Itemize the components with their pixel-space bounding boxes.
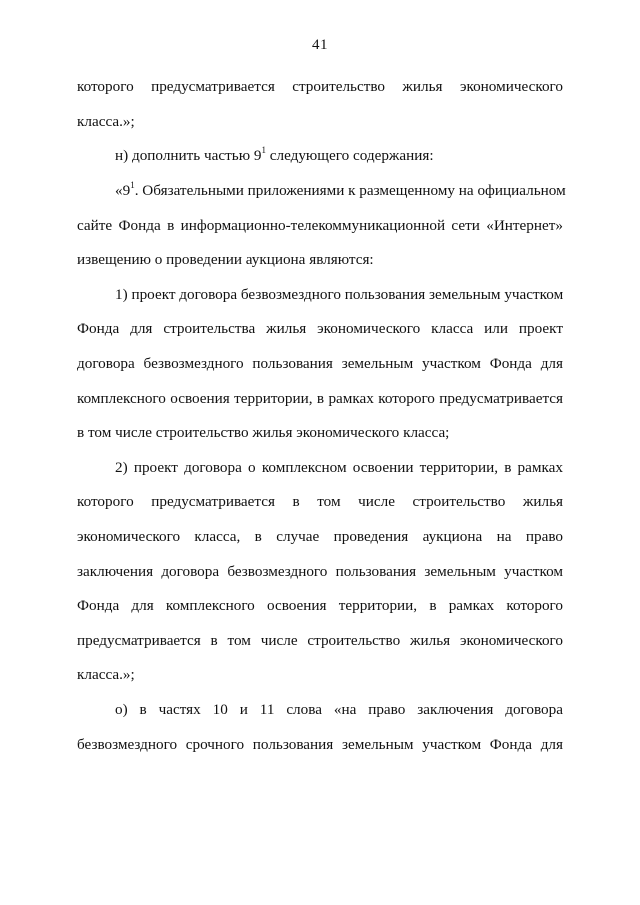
body-line-text: . Обязательными приложениями к размещенному на официальном: [134, 182, 566, 199]
body-line: класса.»;: [77, 666, 135, 683]
body-line: класса.»;: [77, 113, 135, 130]
body-line: Фонда для комплексного освоения территории, в рамках которого: [77, 597, 563, 614]
body-line: безвозмездного срочного пользования земельным участком Фонда для: [77, 736, 563, 753]
body-line: экономического класса, в случае проведения аукциона на право: [77, 528, 563, 545]
body-line: извещению о проведении аукциона являются:: [77, 251, 374, 268]
body-line: в том числе строительство жилья экономического класса;: [77, 424, 450, 441]
body-line: предусматривается в том числе строительство жилья экономического: [77, 632, 563, 649]
superscript: 1: [261, 144, 266, 155]
body-line-text: «9: [115, 182, 131, 199]
body-line: 2) проект договора о комплексном освоении территории, в рамках: [115, 459, 563, 476]
body-line-text: н) дополнить частью 9: [115, 147, 262, 164]
superscript: 1: [130, 179, 135, 190]
body-line: которого предусматривается строительство жилья экономического: [77, 78, 563, 95]
body-line: которого предусматривается в том числе строительство жилья: [77, 493, 563, 510]
page-number: 41: [312, 37, 328, 53]
body-line: заключения договора безвозмездного пользования земельным участком: [77, 563, 563, 580]
body-line: договора безвозмездного пользования земельным участком Фонда для: [77, 355, 563, 372]
body-line: [115, 146, 563, 166]
body-line: 1) проект договора безвозмездного пользования земельным участком: [115, 286, 564, 303]
body-line: Фонда для строительства жилья экономического класса или проект: [77, 320, 563, 337]
body-line-text: следующего содержания:: [265, 147, 434, 164]
body-line: о) в частях 10 и 11 слова «на право заключения договора: [115, 701, 563, 718]
body-line: комплексного освоения территории, в рамках которого предусматривается: [77, 390, 563, 407]
body-line: [115, 179, 566, 201]
body-line: сайте Фонда в информационно-телекоммуникационной сети «Интернет»: [77, 217, 563, 234]
